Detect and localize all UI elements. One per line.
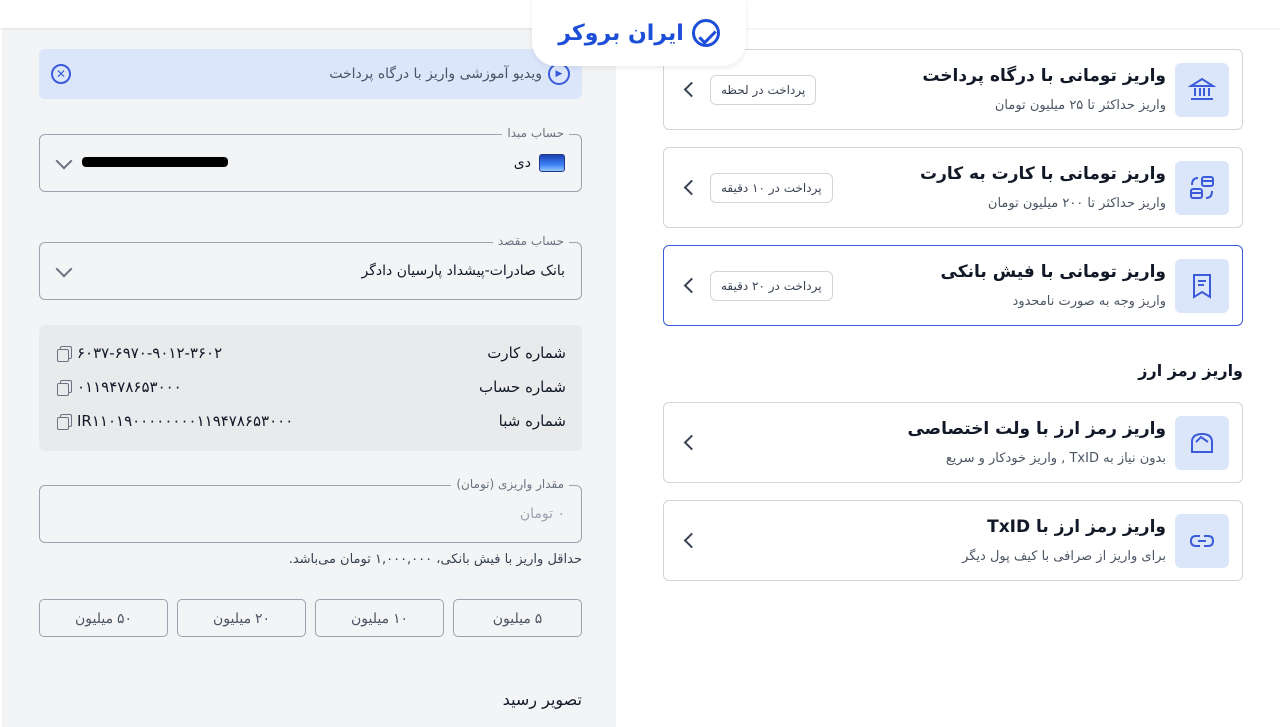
option-title: واریز رمز ارز با ولت اختصاصی [907, 419, 1166, 439]
option-dedicated-wallet[interactable] [663, 402, 1243, 483]
option-subtitle: برای واریز از صرافی با کیف پول دیگر [962, 549, 1166, 564]
option-subtitle: واریز حداکثر تا ۲۰۰ میلیون تومان [987, 196, 1166, 211]
wallet-icon [1175, 416, 1229, 470]
brand-logo[interactable] [532, 0, 746, 66]
quick-amount-10m-button[interactable]: ۱۰ میلیون [315, 599, 444, 637]
option-gateway[interactable] [663, 49, 1243, 130]
option-title: واریز رمز ارز با TxID [987, 517, 1166, 537]
chevron-left-icon [684, 435, 700, 451]
amount-legend: مقدار واریزی (تومان) [451, 477, 569, 491]
redacted-account-number [82, 157, 228, 167]
chevron-left-icon [684, 533, 700, 549]
source-account-select[interactable] [39, 126, 582, 192]
quick-amount-group [39, 599, 582, 637]
source-bank-name: دی [513, 155, 531, 171]
quick-amount-50m-button[interactable]: ۵۰ میلیون [39, 599, 168, 637]
link-icon [1175, 514, 1229, 568]
source-account-legend: حساب مبدا [502, 126, 569, 140]
deposit-form-panel [2, 28, 616, 727]
card-transfer-icon [1175, 161, 1229, 215]
crypto-section-title: واریز رمز ارز [1138, 361, 1243, 380]
quick-amount-5m-button[interactable]: ۵ میلیون [453, 599, 582, 637]
dest-account-value: بانک صادرات-پیشداد پارسیان دادگر [361, 263, 565, 279]
account-number-value: ۰۱۱۹۴۷۸۶۵۳۰۰۰ [77, 378, 182, 396]
chevron-down-icon[interactable] [56, 153, 73, 170]
bank-card-icon [539, 154, 565, 172]
iban-row [57, 409, 566, 433]
copy-icon[interactable] [57, 346, 71, 360]
account-number-label: شماره حساب [478, 378, 566, 396]
card-number-row [57, 341, 566, 365]
logo-icon [692, 19, 720, 47]
copy-icon[interactable] [57, 414, 71, 428]
option-title: واریز تومانی با فیش بانکی [940, 262, 1166, 282]
receipt-icon [1175, 259, 1229, 313]
option-subtitle: واریز وجه به صورت نامحدود [1012, 294, 1166, 309]
video-tutorial-banner[interactable] [39, 49, 582, 99]
close-icon[interactable]: ✕ [51, 64, 71, 84]
dest-account-select[interactable] [39, 234, 582, 300]
option-txid[interactable] [663, 500, 1243, 581]
iban-value: IR۱۱۰۱۹۰۰۰۰۰۰۰۰۱۱۹۴۷۸۶۵۳۰۰۰ [77, 412, 294, 430]
option-title: واریز تومانی با کارت به کارت [919, 164, 1166, 184]
iban-label: شماره شبا [498, 412, 566, 430]
logo-text: ایران بروکر [558, 20, 684, 46]
time-badge: پرداخت در لحظه [710, 75, 816, 105]
receipt-image-title: تصویر رسید [502, 690, 582, 709]
bank-building-icon [1175, 63, 1229, 117]
chevron-left-icon [684, 278, 700, 294]
card-number-value: ۶۰۳۷-۶۹۷۰-۹۰۱۲-۳۶۰۲ [77, 344, 223, 362]
chevron-left-icon [684, 180, 700, 196]
option-subtitle: بدون نیاز به TxID , واریز خودکار و سریع [945, 451, 1166, 466]
deposit-methods-panel [616, 28, 1280, 727]
chevron-down-icon[interactable] [56, 261, 73, 278]
amount-placeholder: ۰ تومان [519, 506, 565, 522]
time-badge: پرداخت در ۱۰ دقیقه [710, 173, 833, 203]
account-number-row [57, 375, 566, 399]
minimum-deposit-hint: حداقل واریز با فیش بانکی، ۱,۰۰۰,۰۰۰ تومان می‌باشد. [288, 552, 582, 567]
chevron-left-icon [684, 82, 700, 98]
option-bank-receipt[interactable] [663, 245, 1243, 326]
time-badge: پرداخت در ۲۰ دقیقه [710, 271, 833, 301]
option-card-to-card[interactable] [663, 147, 1243, 228]
card-number-label: شماره کارت [487, 344, 566, 362]
dest-account-legend: حساب مقصد [493, 234, 569, 248]
amount-input[interactable] [39, 477, 582, 543]
copy-icon[interactable] [57, 380, 71, 394]
quick-amount-20m-button[interactable]: ۲۰ میلیون [177, 599, 306, 637]
option-subtitle: واریز حداکثر تا ۲۵ میلیون تومان [994, 98, 1166, 113]
video-banner-label: ویدیو آموزشی واریز با درگاه پرداخت [329, 66, 542, 82]
account-info-box [39, 325, 582, 451]
option-title: واریز تومانی با درگاه پرداخت [922, 66, 1166, 86]
play-icon[interactable]: ▶ [548, 63, 570, 85]
